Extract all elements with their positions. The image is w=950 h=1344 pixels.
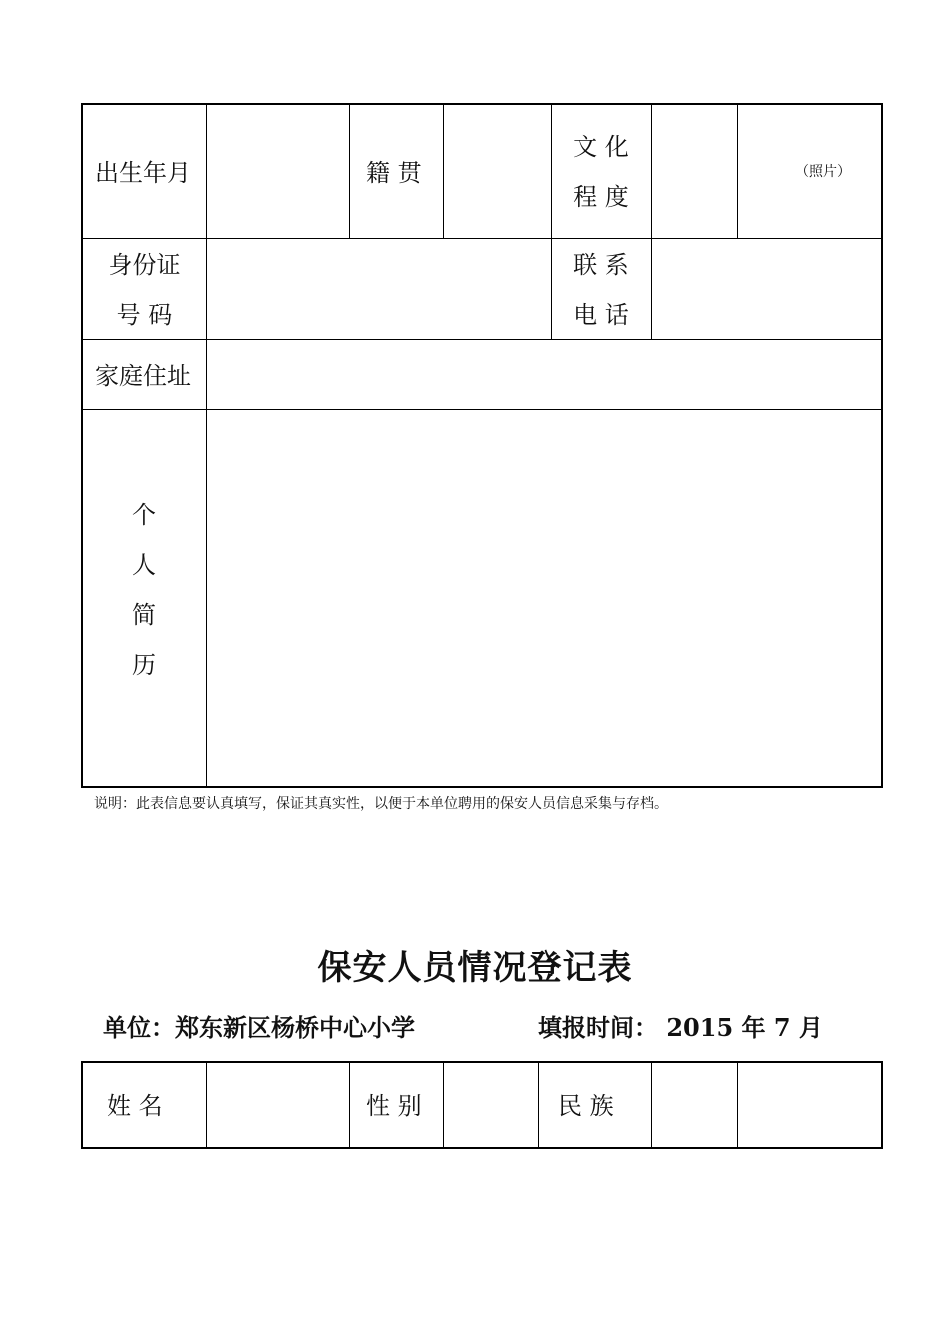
column-divider bbox=[349, 105, 350, 238]
id-number-label bbox=[83, 240, 206, 340]
row-divider bbox=[83, 238, 881, 239]
form-note: 说明：此表信息要认真填写，保证其真实性，以便于本单位聘用的保安人员信息采集与存档。 bbox=[94, 796, 668, 812]
column-divider bbox=[443, 1063, 444, 1147]
unit-label: 单位：郑东新区杨桥中心小学 bbox=[103, 1013, 415, 1042]
personal-resume-label bbox=[124, 490, 164, 690]
column-divider bbox=[206, 1063, 207, 1147]
ethnicity-label: 民 族 bbox=[558, 1092, 614, 1120]
resume-char: 个 bbox=[132, 501, 156, 529]
resume-char: 简 bbox=[132, 601, 156, 629]
column-divider bbox=[443, 105, 444, 238]
column-divider bbox=[737, 105, 738, 238]
column-divider bbox=[349, 1063, 350, 1147]
phone-label bbox=[551, 240, 651, 340]
education-label-line1: 文 化 bbox=[573, 133, 629, 161]
native-place-label: 籍 贯 bbox=[366, 159, 422, 187]
birth-date-label: 出生年月 bbox=[95, 159, 191, 187]
column-divider bbox=[651, 1063, 652, 1147]
form-title: 保安人员情况登记表 bbox=[317, 948, 633, 988]
resume-char: 历 bbox=[132, 651, 156, 679]
id-number-label-line2: 号 码 bbox=[116, 301, 173, 329]
fill-time-label: 填报时间： 2015 年 7 月 bbox=[538, 1013, 823, 1042]
registration-table-header-row bbox=[81, 1061, 883, 1149]
phone-label-line2: 电 话 bbox=[573, 301, 629, 329]
column-divider bbox=[206, 105, 207, 786]
phone-label-line1: 联 系 bbox=[573, 251, 629, 279]
gender-label: 性 别 bbox=[366, 1092, 422, 1120]
education-label bbox=[551, 122, 651, 222]
column-divider bbox=[737, 1063, 738, 1147]
row-divider bbox=[83, 409, 881, 410]
photo-placeholder-label: （照片） bbox=[795, 164, 851, 180]
name-label: 姓 名 bbox=[107, 1092, 163, 1120]
id-number-label-line1: 身份证 bbox=[108, 251, 181, 279]
resume-char: 人 bbox=[132, 551, 156, 579]
home-address-label: 家庭住址 bbox=[95, 362, 191, 390]
registration-table-continued bbox=[81, 103, 883, 788]
column-divider bbox=[538, 1063, 539, 1147]
column-divider bbox=[651, 105, 652, 339]
education-label-line2: 程 度 bbox=[573, 183, 629, 211]
